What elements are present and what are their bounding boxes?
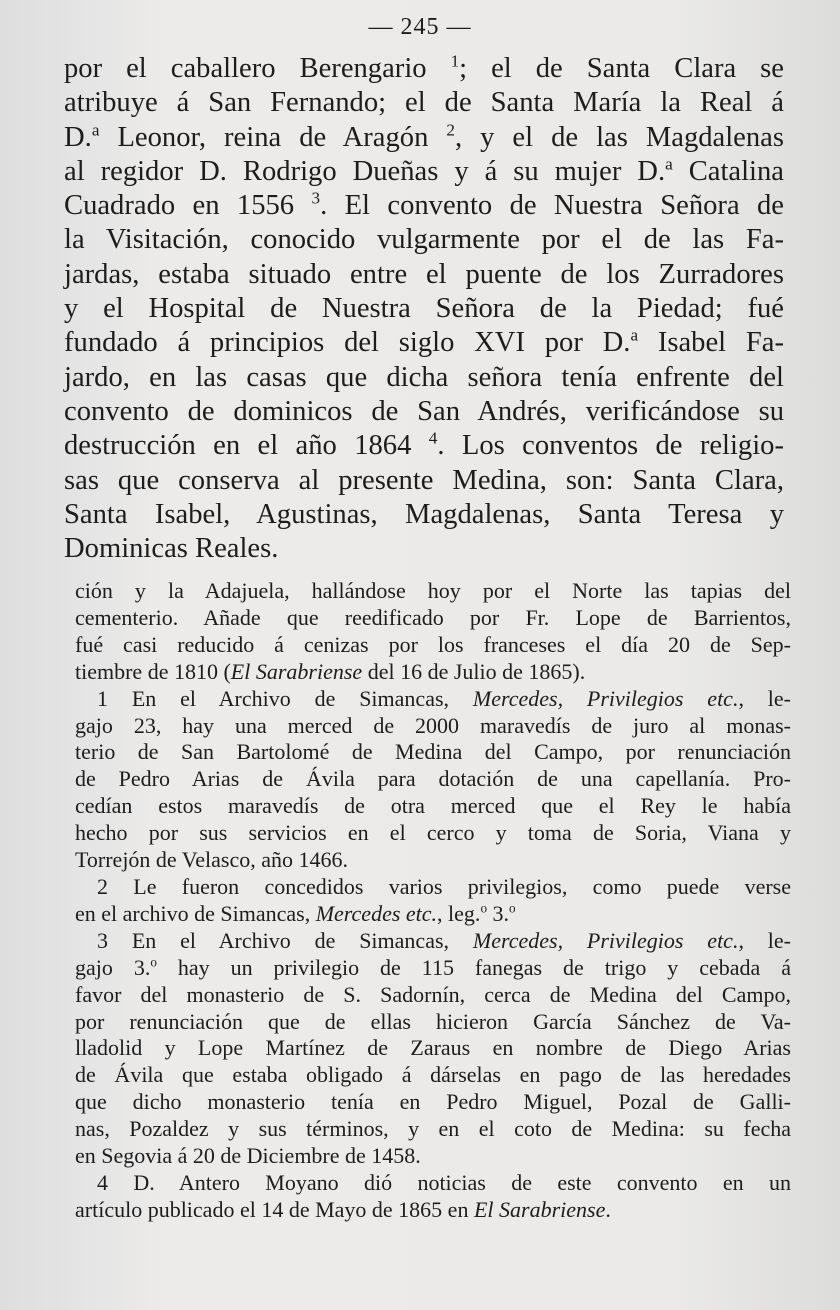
- text-segment: Santa Isabel, Agustinas, Magdalenas, Santa Teresa y: [64, 498, 784, 530]
- text-line: [64, 189, 784, 223]
- text-segment: hecho por sus servicios en el cerco y toma de Soria, Viana y: [75, 820, 791, 846]
- page-number: — 245 —: [368, 14, 472, 40]
- text-segment: jardas, estaba situado entre el puente de los Zurradores: [64, 258, 784, 290]
- text-segment: Torrejón de Velasco, año 1466.: [75, 847, 348, 873]
- footnote-line: [75, 955, 791, 982]
- text-line: [64, 223, 784, 257]
- text-line: [64, 429, 784, 463]
- text-segment: . El convento de Nuestra Señora de: [320, 190, 784, 222]
- text-segment: sas que conserva al presente Medina, son: Santa Clara,: [64, 464, 784, 496]
- text-segment: lladolid y Lope Martínez de Zaraus en nombre de Diego Arias: [75, 1035, 791, 1061]
- superscript: o: [509, 900, 516, 916]
- text-line: [64, 52, 784, 86]
- text-segment: atribuye á San Fernando; el de Santa María la Real á: [64, 87, 784, 119]
- footnote-line: [75, 901, 791, 928]
- footnote-line: [75, 1143, 791, 1170]
- text-segment: de Ávila que estaba obligado á dárselas en pago de las heredades: [75, 1062, 791, 1088]
- superscript: 4: [428, 428, 438, 448]
- footnote-line: [75, 632, 791, 659]
- footnote-line: [75, 874, 791, 901]
- text-segment: de Pedro Arias de Ávila para dotación de una capellanía. Pro-: [75, 766, 791, 792]
- superscript: a: [630, 325, 639, 345]
- text-segment: por el caballero Berengario: [64, 53, 451, 84]
- footnote-line: [75, 713, 791, 740]
- text-segment: , le-: [738, 927, 792, 953]
- text-segment: 3.: [487, 900, 510, 926]
- italic-text: El Sarabriense: [230, 658, 363, 684]
- superscript: 2: [446, 120, 455, 140]
- text-segment: cedían estos maravedís de otra merced que el Rey le había: [75, 793, 791, 819]
- text-segment: Catalina: [672, 155, 784, 187]
- text-segment: que dicho monasterio tenía en Pedro Miguel, Pozal de Galli-: [75, 1089, 791, 1115]
- footnote-line: [75, 1062, 791, 1089]
- text-line: [64, 498, 784, 532]
- text-segment: Isabel Fa-: [638, 327, 784, 359]
- text-line: [64, 532, 784, 566]
- text-segment: en el archivo de Simancas,: [75, 900, 316, 926]
- text-segment: destrucción en el año 1864: [64, 430, 429, 462]
- text-segment: ; el de Santa Clara se: [459, 53, 784, 84]
- text-segment: al regidor D. Rodrigo Dueñas y á su mujer D.: [64, 155, 666, 187]
- footnote-line: [75, 820, 791, 847]
- text-line: [64, 155, 784, 189]
- text-segment: , le-: [738, 685, 792, 711]
- footnote-line: [75, 928, 791, 955]
- superscript: 3: [311, 188, 321, 208]
- text-segment: 4 D. Antero Moyano dió noticias de este convento en un: [97, 1169, 791, 1195]
- footnote-line: [75, 1089, 791, 1116]
- text-line: [64, 326, 784, 360]
- footnotes: [75, 578, 791, 1224]
- superscript: a: [91, 120, 100, 140]
- italic-text: Mercedes, Privilegios etc.: [472, 927, 739, 953]
- text-segment: , leg.: [437, 900, 481, 926]
- text-segment: ción y la Adajuela, hallándose hoy por el Norte las tapias del: [75, 578, 791, 603]
- footnote-line: [75, 578, 791, 605]
- text-segment: por renunciación que de ellas hicieron García Sánchez de Va-: [75, 1008, 791, 1034]
- text-line: [64, 395, 784, 429]
- text-segment: en Segovia á 20 de Diciembre de 1458.: [75, 1143, 421, 1169]
- text-segment: Cuadrado en 1556: [64, 190, 312, 222]
- footnote-line: [75, 1009, 791, 1036]
- text-line: [64, 86, 784, 120]
- footnote-line: [75, 982, 791, 1009]
- text-segment: y el Hospital de Nuestra Señora de la Piedad; fué: [64, 293, 784, 325]
- text-line: [64, 464, 784, 498]
- text-segment: 2 Le fueron concedidos varios privilegios, como puede verse: [97, 873, 791, 899]
- text-segment: D.: [64, 121, 92, 153]
- footnote-line: [75, 659, 791, 686]
- text-segment: hay un privilegio de 115 fanegas de trigo y cebada á: [156, 954, 791, 980]
- text-line: [64, 292, 784, 326]
- superscript: 1: [450, 51, 460, 71]
- text-segment: convento de dominicos de San Andrés, verificándose su: [64, 395, 784, 427]
- text-segment: fundado á principios del siglo XVI por D.: [64, 327, 631, 359]
- text-segment: fué casi reducido á cenizas por los franceses el día 20 de Sep-: [75, 631, 791, 657]
- footnote-line: [75, 1116, 791, 1143]
- superscript: o: [480, 900, 488, 916]
- footnote-line: [75, 1035, 791, 1062]
- text-line: [64, 361, 784, 395]
- text-segment: del 16 de Julio de 1865).: [362, 658, 586, 684]
- footnote-line: [75, 793, 791, 820]
- text-segment: gajo 3.: [75, 954, 151, 980]
- text-segment: Leonor, reina de Aragón: [99, 121, 447, 153]
- text-segment: jardo, en las casas que dicha señora tenía enfrente del: [64, 361, 784, 393]
- italic-text: El Sarabriense: [473, 1196, 606, 1222]
- text-segment: , y el de las Magdalenas: [454, 121, 784, 153]
- text-segment: 1 En el Archivo de Simancas,: [97, 685, 473, 711]
- superscript: o: [150, 954, 157, 970]
- footnote-line: [75, 686, 791, 713]
- text-segment: .: [605, 1196, 611, 1222]
- text-segment: terio de San Bartolomé de Medina del Campo, por renunciación: [75, 739, 791, 765]
- footnote-line: [75, 1197, 791, 1224]
- text-segment: la Visitación, conocido vulgarmente por el de las Fa-: [64, 224, 784, 256]
- text-segment: favor del monasterio de S. Sadornín, cerca de Medina del Campo,: [75, 981, 791, 1007]
- italic-text: Mercedes, Privilegios etc.: [472, 685, 739, 711]
- text-segment: nas, Pozaldez y sus términos, y en el coto de Medina: su fecha: [75, 1116, 791, 1142]
- text-line: [64, 258, 784, 292]
- main-text: [64, 52, 784, 566]
- text-segment: cementerio. Añade que reedificado por Fr. Lope de Barrientos,: [75, 604, 791, 630]
- footnote-line: [75, 1170, 791, 1197]
- text-segment: artículo publicado el 14 de Mayo de 1865 en: [75, 1196, 474, 1222]
- footnote-line: [75, 847, 791, 874]
- text-segment: . Los conventos de religio-: [437, 430, 784, 462]
- italic-text: Mercedes etc.: [315, 900, 438, 926]
- text-segment: Dominicas Reales.: [64, 533, 279, 565]
- text-segment: 3 En el Archivo de Simancas,: [97, 927, 473, 953]
- text-line: [64, 121, 784, 155]
- text-segment: tiembre de 1810 (: [75, 658, 231, 684]
- superscript: a: [665, 154, 673, 174]
- text-segment: gajo 23, hay una merced de 2000 maravedís de juro al monas-: [75, 712, 791, 738]
- footnote-line: [75, 739, 791, 766]
- footnote-line: [75, 766, 791, 793]
- footnote-line: [75, 605, 791, 632]
